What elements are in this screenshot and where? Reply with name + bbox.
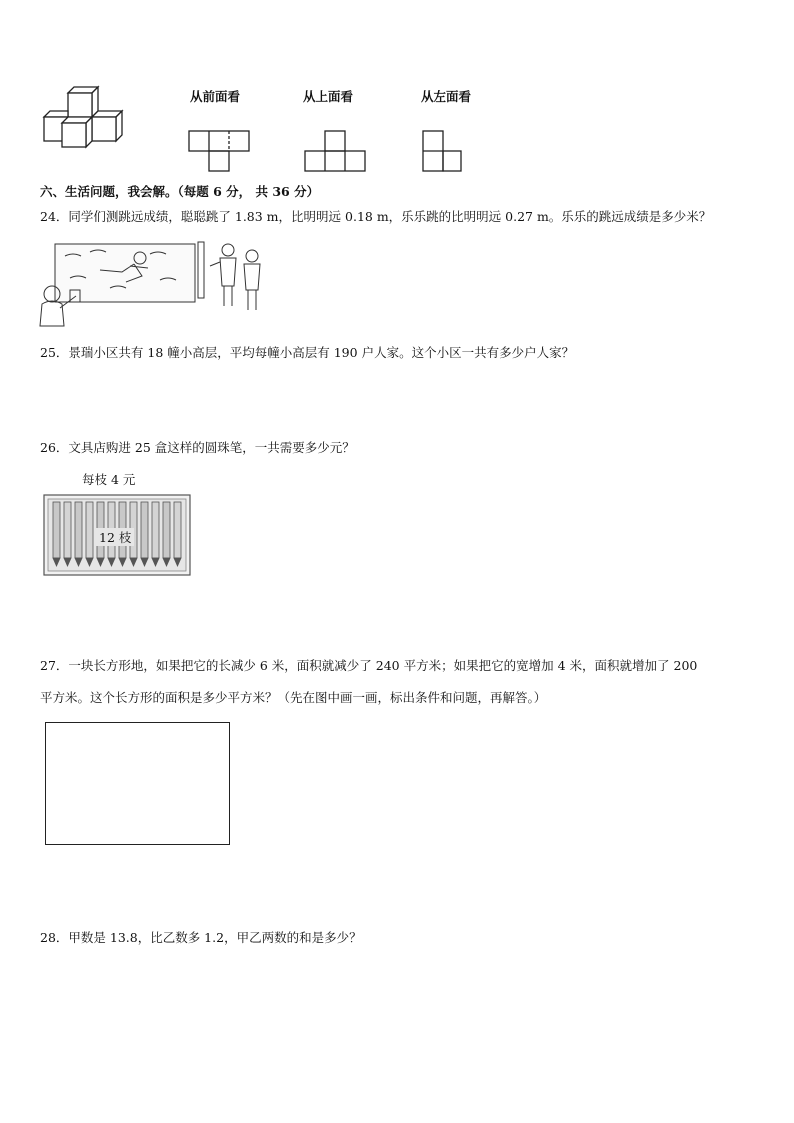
- pen: [75, 502, 82, 558]
- question-24: 24．同学们测跳远成绩，聪聪跳了 1.83 m，比明明远 0.18 m，乐乐跳的比明明远 0.27 m。乐乐的跳远成绩是多少米？: [40, 209, 712, 224]
- pen: [86, 502, 93, 558]
- left-view-label: 从左面看: [421, 89, 472, 104]
- pen: [53, 502, 60, 558]
- question-26: 26．文具店购进 25 盒这样的圆珠笔，一共需要多少元？: [40, 440, 355, 455]
- pen: [64, 502, 71, 558]
- top-view-label: 从上面看: [303, 89, 354, 104]
- question-28: 28．甲数是 13.8，比乙数多 1.2，甲乙两数的和是多少？: [40, 930, 362, 945]
- pen-price-label: 每枝 4 元: [82, 472, 136, 487]
- pen: [141, 502, 148, 558]
- rectangle-drawing-area[interactable]: [45, 722, 230, 845]
- question-27-line-2: 平方米。这个长方形的面积是多少平方米？（先在图中画一画，标出条件和问题，再解答。）: [40, 690, 547, 705]
- section-6-title: 六、生活问题，我会解。（每题 6 分， 共 36 分）: [40, 184, 320, 199]
- top-view-drawing: [302, 128, 372, 178]
- question-27-line-1: 27．一块长方形地，如果把它的长减少 6 米，面积就减少了 240 平方米；如果把它的宽增加 4 米，面积就增加了 200: [40, 658, 698, 673]
- front-view-drawing: [186, 128, 256, 178]
- cube-stack-figure: [40, 85, 140, 155]
- pen-box-count-label: 12 枝: [96, 528, 134, 546]
- pen: [174, 502, 181, 558]
- question-25: 25．景瑞小区共有 18 幢小高层，平均每幢小高层有 190 户人家。这个小区一共有多少户人家？: [40, 345, 575, 360]
- long-jump-illustration: [30, 238, 240, 330]
- left-view-drawing: [420, 128, 470, 178]
- pen: [152, 502, 159, 558]
- pen: [163, 502, 170, 558]
- front-view-label: 从前面看: [190, 89, 241, 104]
